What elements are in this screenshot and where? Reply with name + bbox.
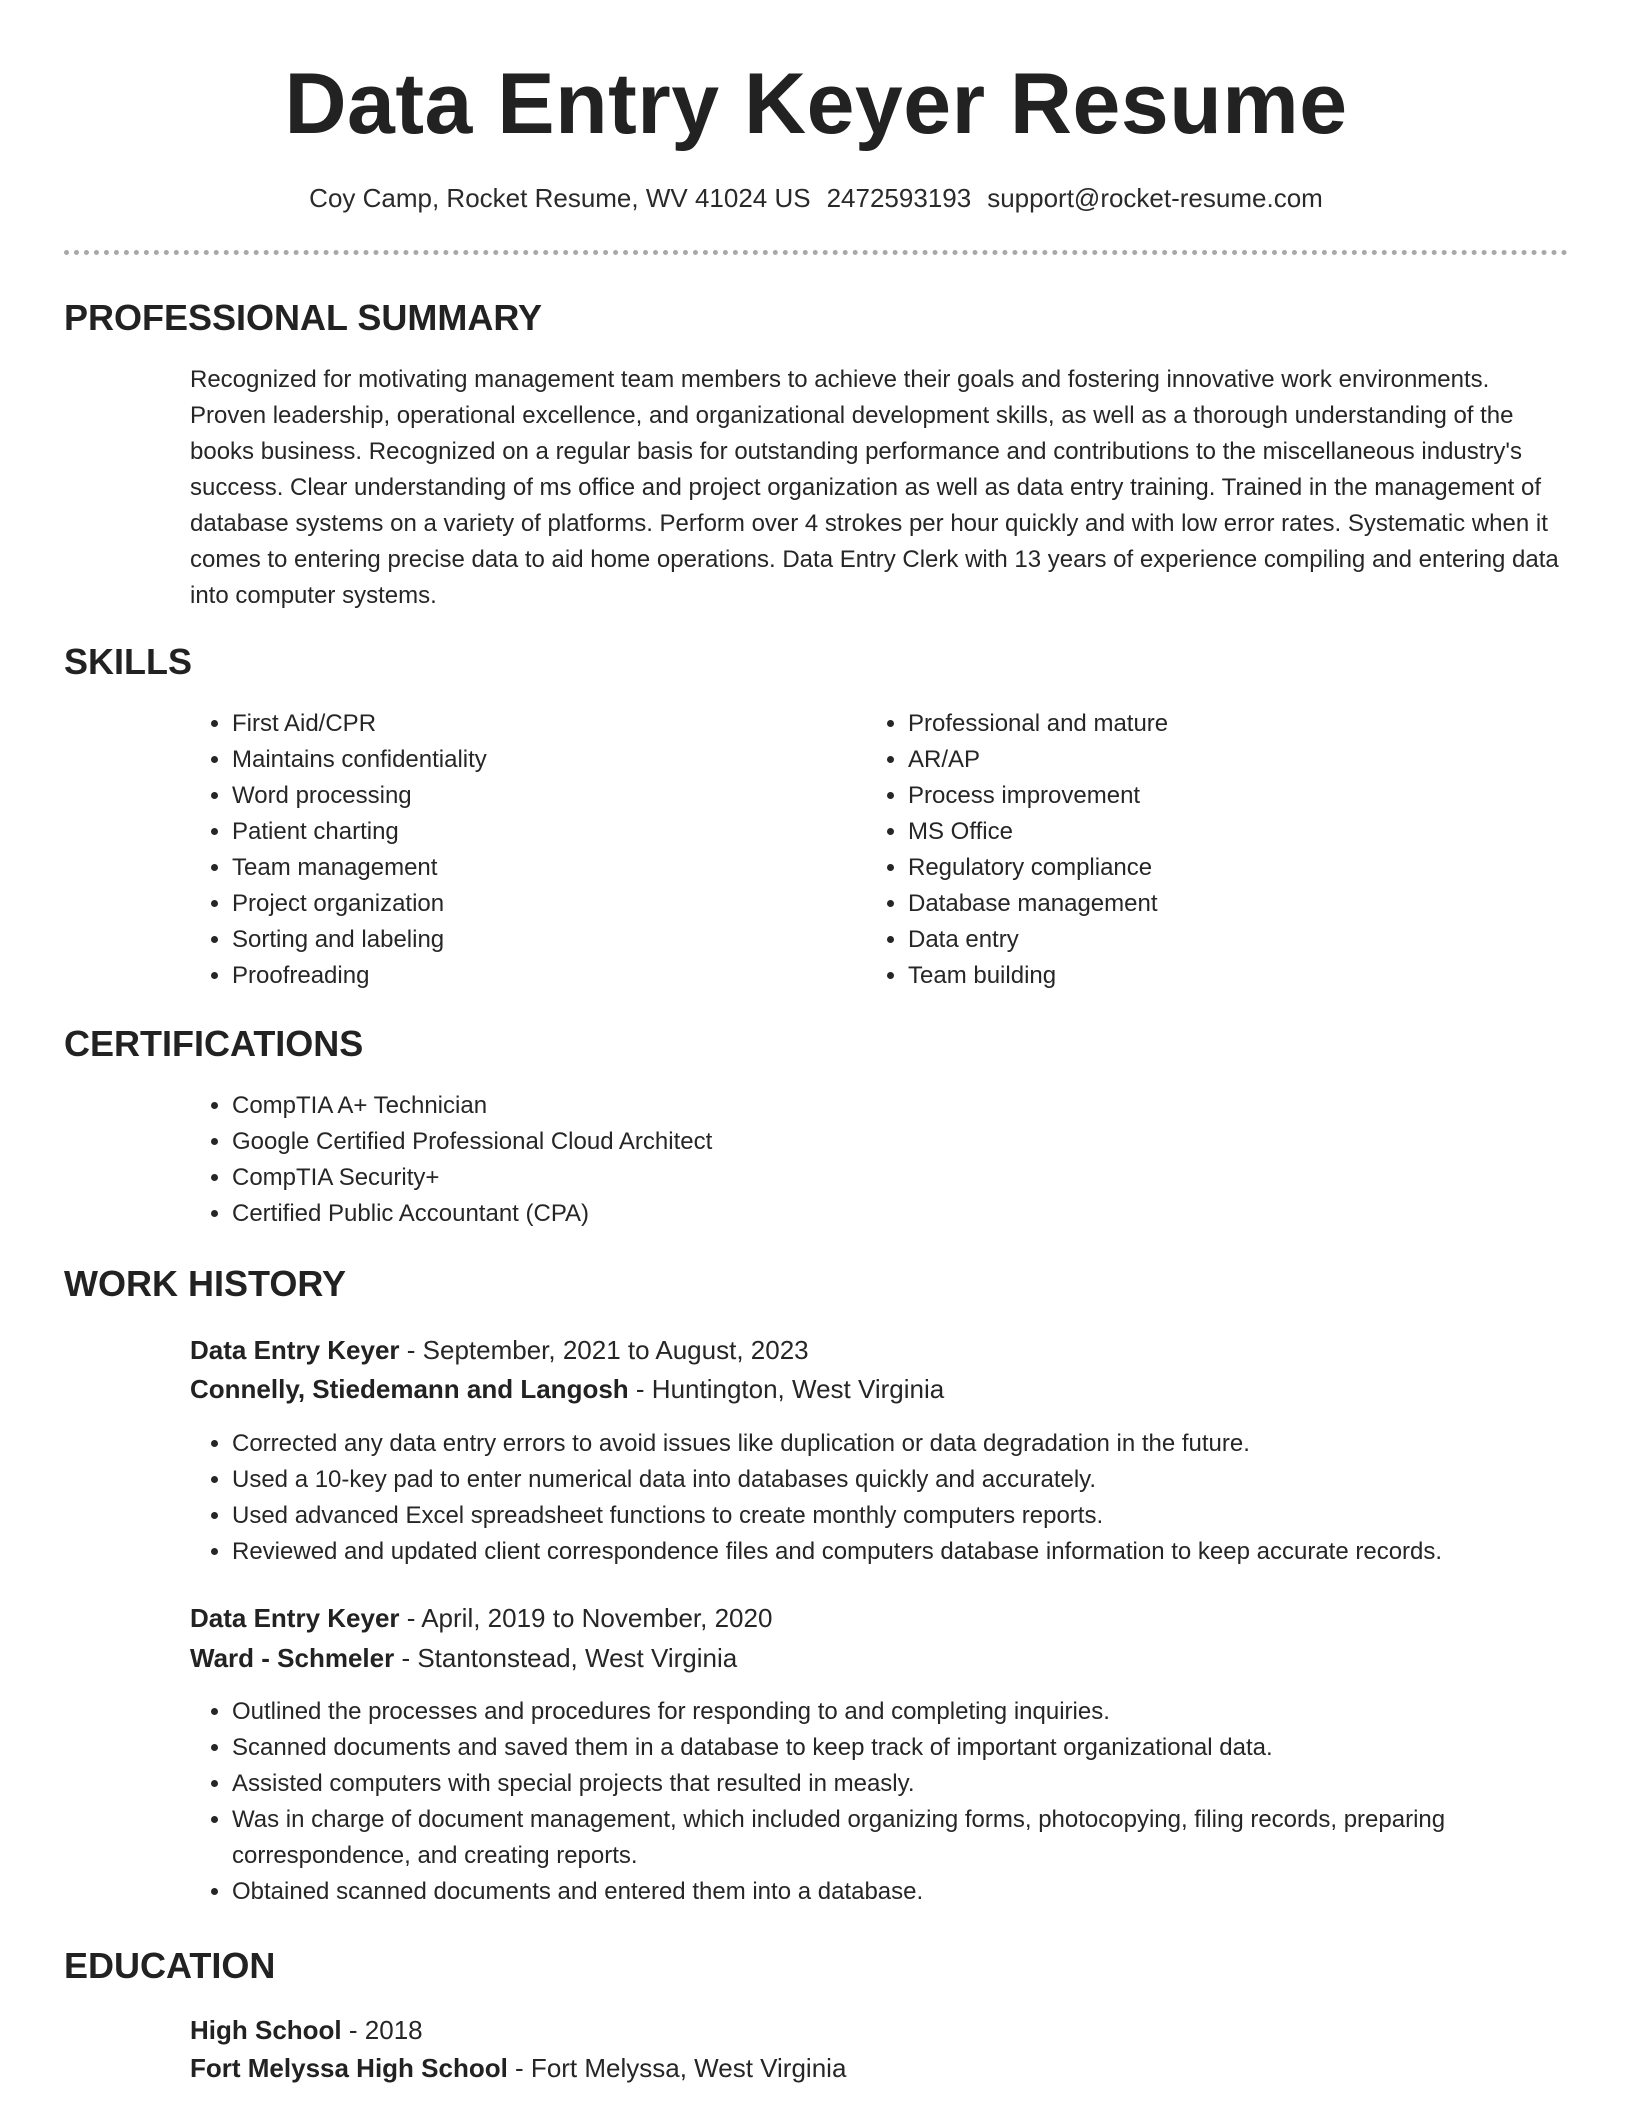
- list-item: • MS Office: [908, 814, 1508, 850]
- work-history-heading: WORK HISTORY: [64, 1263, 347, 1304]
- job-1-title-line: [190, 1332, 809, 1368]
- list-item: • Project organization: [232, 886, 832, 922]
- skills-list-right: [864, 706, 1508, 994]
- list-item: • Google Certified Professional Cloud Architect: [232, 1124, 1532, 1160]
- job-2-bullets: [188, 1694, 1572, 1910]
- education-location: - Fort Melyssa, West Virginia: [507, 2053, 847, 2083]
- job-title: Data Entry Keyer: [190, 1335, 400, 1365]
- list-item: • Team management: [232, 850, 832, 886]
- list-item: • Team building: [908, 958, 1508, 994]
- job-2-company-line: [190, 1640, 737, 1676]
- list-item: • Word processing: [232, 778, 832, 814]
- list-item: • Certified Public Accountant (CPA): [232, 1196, 1532, 1232]
- list-item: • Assisted computers with special projects that resulted in measly.: [232, 1766, 1572, 1802]
- education-degree-line: [190, 2012, 423, 2048]
- list-item: • Data entry: [908, 922, 1508, 958]
- list-item: • AR/AP: [908, 742, 1508, 778]
- list-item: • Scanned documents and saved them in a database to keep track of important organizational data.: [232, 1730, 1572, 1766]
- list-item: • Maintains confidentiality: [232, 742, 832, 778]
- list-item: • Obtained scanned documents and entered them into a database.: [232, 1874, 1572, 1910]
- contact-email: support@rocket-resume.com: [987, 183, 1323, 213]
- education-degree: High School: [190, 2015, 342, 2045]
- skills-heading: SKILLS: [64, 641, 193, 682]
- job-company: Ward - Schmeler: [190, 1643, 395, 1673]
- job-dates: - September, 2021 to August, 2023: [399, 1335, 809, 1365]
- certifications-heading: CERTIFICATIONS: [64, 1023, 364, 1064]
- job-location: - Stantonstead, West Virginia: [394, 1643, 738, 1673]
- header-divider: [64, 250, 1568, 255]
- skills-list-left: [188, 706, 832, 994]
- list-item: • Used advanced Excel spreadsheet functions to create monthly computers reports.: [232, 1498, 1612, 1534]
- list-item: • Sorting and labeling: [232, 922, 832, 958]
- list-item: • Proofreading: [232, 958, 832, 994]
- education-heading: EDUCATION: [64, 1945, 276, 1986]
- job-dates: - April, 2019 to November, 2020: [399, 1603, 773, 1633]
- list-item: • Process improvement: [908, 778, 1508, 814]
- summary-text: Recognized for motivating management team members to achieve their goals and fostering innovative work environments. Proven leadership, operational excellence, and organizational development skills, as well as a thorough understanding of the books business. Recognized on a regular basis for outstanding performance and contributions to the miscellaneous industry's success. Clear understanding of ms office and project organization as well as data entry training. Trained in the management of database systems on a variety of platforms. Perform over 4 strokes per hour quickly and with low error rates. Systematic when it comes to entering precise data to aid home operations. Data Entry Clerk with 13 years of experience compiling and entering data into computer systems.: [190, 366, 1559, 609]
- job-1-bullets: [188, 1426, 1612, 1570]
- list-item: • Database management: [908, 886, 1508, 922]
- list-item: • Professional and mature: [908, 706, 1508, 742]
- resume-title: Data Entry Keyer Resume: [284, 56, 1348, 152]
- education-school-line: [190, 2050, 846, 2086]
- summary-heading: PROFESSIONAL SUMMARY: [64, 297, 543, 338]
- list-item: • Regulatory compliance: [908, 850, 1508, 886]
- job-location: - Huntington, West Virginia: [628, 1374, 945, 1404]
- list-item: • First Aid/CPR: [232, 706, 832, 742]
- list-item: • Corrected any data entry errors to avoid issues like duplication or data degradation in the future.: [232, 1426, 1612, 1462]
- contact-phone: 2472593193: [826, 183, 972, 213]
- list-item: • Used a 10-key pad to enter numerical data into databases quickly and accurately.: [232, 1462, 1612, 1498]
- job-2-title-line: [190, 1600, 772, 1636]
- contact-info: [0, 181, 1632, 215]
- education-school: Fort Melyssa High School: [190, 2053, 508, 2083]
- list-item: • Patient charting: [232, 814, 832, 850]
- education-year: - 2018: [341, 2015, 423, 2045]
- job-title: Data Entry Keyer: [190, 1603, 400, 1633]
- list-item: • Was in charge of document management, which included organizing forms, photocopying, filing records, preparing correspondence, and creating reports.: [232, 1802, 1572, 1874]
- list-item: • CompTIA A+ Technician: [232, 1088, 1532, 1124]
- contact-address: Coy Camp, Rocket Resume, WV 41024 US: [309, 183, 811, 213]
- job-company: Connelly, Stiedemann and Langosh: [190, 1374, 629, 1404]
- list-item: • Reviewed and updated client correspondence files and computers database information to keep accurate records.: [232, 1534, 1612, 1570]
- list-item: • Outlined the processes and procedures for responding to and completing inquiries.: [232, 1694, 1572, 1730]
- list-item: • CompTIA Security+: [232, 1160, 1532, 1196]
- certifications-list: [188, 1088, 1532, 1232]
- job-1-company-line: [190, 1371, 944, 1407]
